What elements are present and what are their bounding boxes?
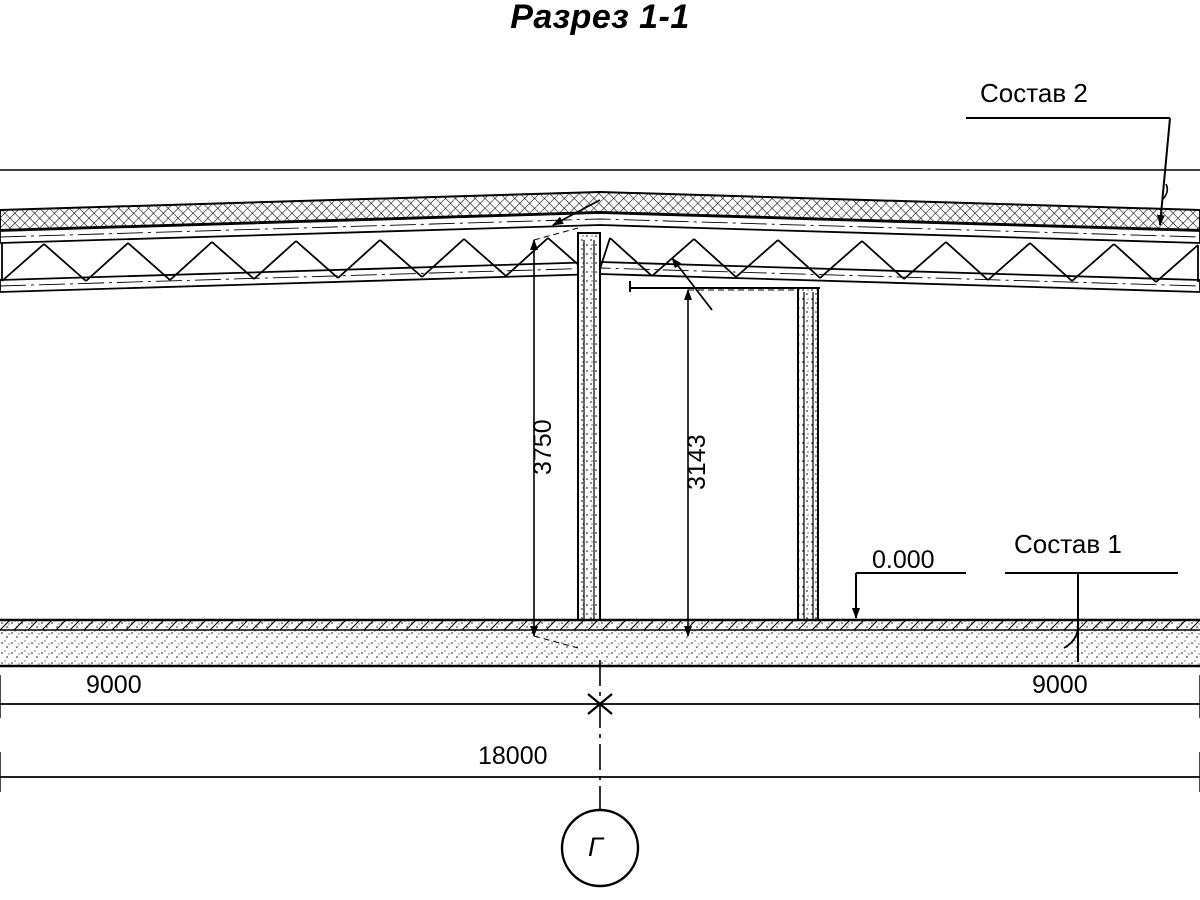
dimension-label-span-left: 9000 bbox=[86, 671, 142, 699]
axis-bubble-label: Г bbox=[588, 832, 603, 862]
callout-label-sostav-2: Состав 2 bbox=[980, 78, 1088, 108]
dimension-label-height-3143: 3143 bbox=[683, 434, 711, 490]
dimension-label-height-3750: 3750 bbox=[529, 419, 557, 475]
page-title: Разрез 1-1 bbox=[510, 0, 690, 36]
dimension-label-total-span: 18000 bbox=[478, 742, 548, 770]
level-mark-label: 0.000 bbox=[872, 546, 935, 574]
callout-label-sostav-1: Состав 1 bbox=[1014, 529, 1122, 559]
dimension-label-span-right: 9000 bbox=[1032, 671, 1088, 699]
